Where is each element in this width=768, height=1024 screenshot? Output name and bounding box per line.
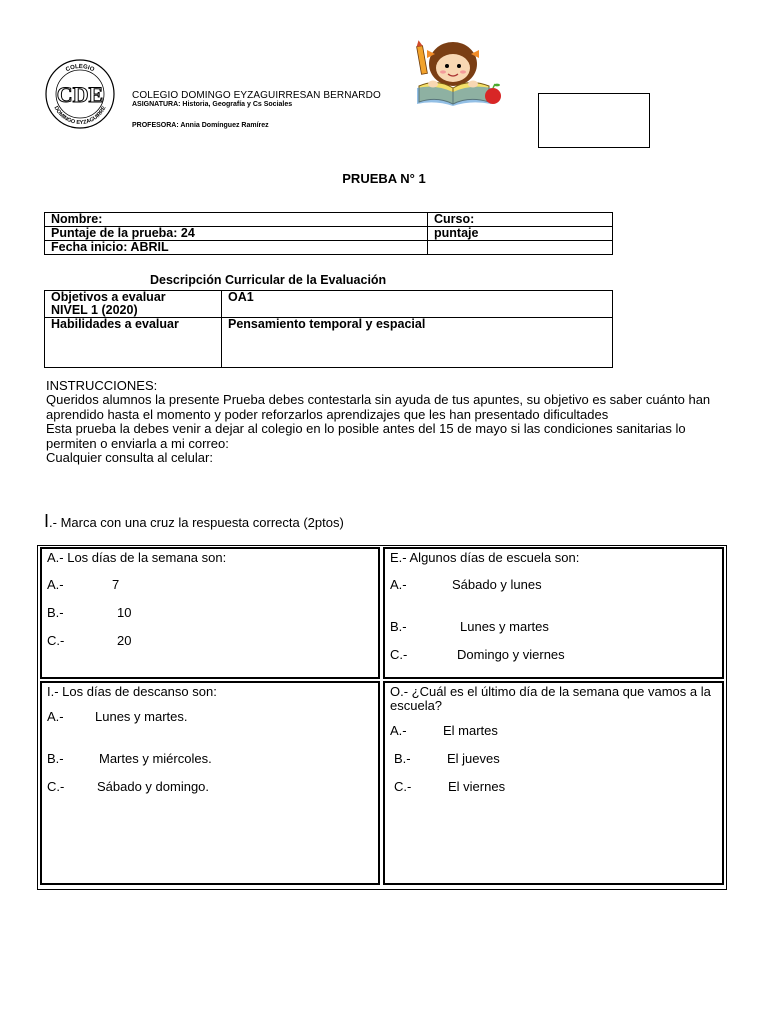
option-text: Lunes y martes. <box>95 709 188 724</box>
question-box <box>40 547 380 679</box>
option-text: El jueves <box>447 751 500 766</box>
option-text: Sábado y lunes <box>452 577 542 592</box>
answer-option[interactable] <box>394 779 506 794</box>
instructions-paragraph: Queridos alumnos la presente Prueba debes contestarla sin ayuda de tus apuntes, su objetivo es saber cuánto han aprendido hasta el momento y poder reforzarlos aprendizajes que les han presentado dificultades <box>46 392 711 422</box>
answer-option[interactable] <box>47 751 212 766</box>
answer-option[interactable] <box>390 619 549 634</box>
option-letter: B.- <box>47 751 64 766</box>
logo-text-bottom: DOMINGO EYZAGUIRRE <box>52 105 108 127</box>
table-row <box>45 227 613 241</box>
table-row <box>45 213 613 227</box>
question-text: I.- Los días de descanso son: <box>47 684 217 699</box>
question-text: O.- ¿Cuál es el último día de la semana que vamos a la escuela? <box>390 684 711 713</box>
option-letter: B.- <box>394 751 411 766</box>
answer-option[interactable] <box>47 779 210 794</box>
logo-text-top: COLEGIO <box>64 63 96 74</box>
answer-option[interactable] <box>47 633 132 648</box>
option-text: Domingo y viernes <box>457 647 565 662</box>
skills-label: Habilidades a evaluar <box>45 318 222 368</box>
option-letter: C.- <box>47 779 65 794</box>
start-date-cell: Fecha inicio: ABRIL <box>45 241 428 255</box>
answer-option[interactable] <box>394 751 500 766</box>
score-field[interactable]: puntaje <box>428 227 613 241</box>
teacher-line: PROFESORA: Annia Domínguez Ramírez <box>132 122 269 129</box>
question-box <box>383 681 724 885</box>
option-letter: A.- <box>390 723 407 738</box>
logo-letters: CDE <box>56 82 104 107</box>
question-box <box>40 681 380 885</box>
name-field[interactable]: Nombre: <box>45 213 428 227</box>
course-field[interactable]: Curso: <box>428 213 613 227</box>
option-text: Martes y miércoles. <box>99 751 212 766</box>
objectives-value: OA1 <box>222 291 613 318</box>
option-letter: C.- <box>47 633 65 648</box>
school-logo <box>44 58 116 130</box>
answer-option[interactable] <box>390 577 542 592</box>
option-text: Sábado y domingo. <box>97 779 210 794</box>
answer-option[interactable] <box>47 709 188 724</box>
instructions-paragraph: Cualquier consulta al celular: <box>46 450 213 466</box>
table-row <box>45 318 613 368</box>
answer-option[interactable] <box>390 647 565 662</box>
answer-option[interactable] <box>47 577 120 592</box>
option-text: El martes <box>443 723 498 738</box>
section-numeral: I <box>44 511 50 531</box>
curriculum-title: Descripción Curricular de la Evaluación <box>150 273 387 287</box>
option-letter: C.- <box>390 647 408 662</box>
curriculum-table <box>44 290 613 368</box>
option-text: Lunes y martes <box>460 619 549 634</box>
instructions-block <box>46 379 736 465</box>
option-letter: C.- <box>394 779 412 794</box>
instructions-paragraph: Esta prueba la debes venir a dejar al colegio en lo posible antes del 15 de mayo si las condiciones sanitarias lo permiten o enviarla a mi correo: <box>46 421 686 451</box>
subject-line: ASIGNATURA: Historia, Geografía y Cs Sociales <box>132 101 293 108</box>
option-letter: A.- <box>47 577 64 592</box>
option-letter: A.- <box>47 709 64 724</box>
section-text: .- Marca con una cruz la respuesta correcta (2ptos) <box>49 515 344 530</box>
option-text: El viernes <box>448 779 506 794</box>
option-text: 20 <box>117 633 132 648</box>
school-name: COLEGIO DOMINGO EYZAGUIRRESAN BERNARDO <box>132 90 381 101</box>
objectives-level: NIVEL 1 (2020) <box>51 303 138 317</box>
objectives-label-cell <box>45 291 222 318</box>
option-text: 7 <box>112 577 120 592</box>
table-row <box>45 291 613 318</box>
option-letter: A.- <box>390 577 407 592</box>
skills-value: Pensamiento temporal y espacial <box>222 318 613 368</box>
student-info-table <box>44 212 613 255</box>
question-box <box>383 547 724 679</box>
objectives-label: Objetivos a evaluar <box>51 290 166 304</box>
girl-reading-illustration <box>405 40 507 108</box>
svg-text:COLEGIO <box>65 64 95 74</box>
question-text: E.- Algunos días de escuela son: <box>390 550 580 565</box>
instructions-heading: INSTRUCCIONES: <box>46 378 158 393</box>
table-row <box>45 241 613 255</box>
answer-option[interactable] <box>390 723 498 738</box>
answer-option[interactable] <box>47 605 132 620</box>
exam-title: PRUEBA N° 1 <box>342 171 426 186</box>
empty-cell <box>428 241 613 255</box>
option-letter: B.- <box>47 605 64 620</box>
grade-box <box>538 93 650 148</box>
section-heading <box>44 511 344 532</box>
option-text: 10 <box>117 605 132 620</box>
option-letter: B.- <box>390 619 407 634</box>
question-text: A.- Los días de la semana son: <box>47 550 227 565</box>
total-score-cell: Puntaje de la prueba: 24 <box>45 227 428 241</box>
